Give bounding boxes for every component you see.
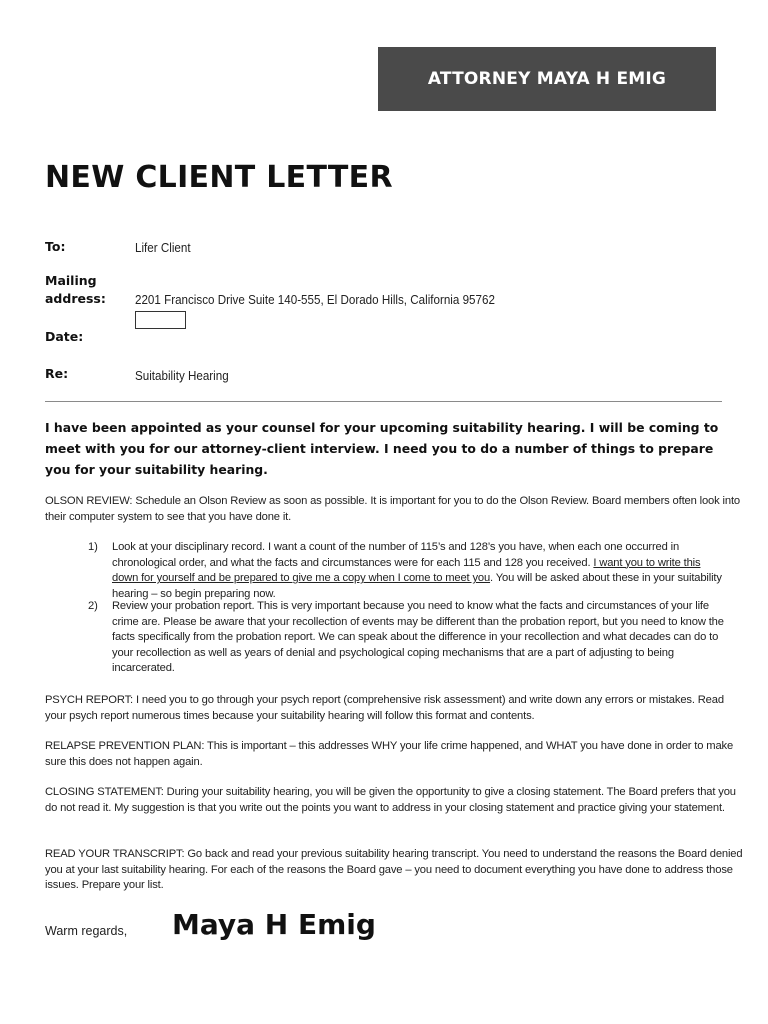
list-item-1-text-before: Look at your disciplinary record. I want a count of the number of 115’s and 128’s you have, when each one occurred in chronological order, and what the facts and circumstances were for each 115 and 128 you received. xyxy=(112,541,680,569)
list-item-1-number: 1) xyxy=(88,541,98,553)
re-value: Suitability Hearing xyxy=(135,369,229,383)
list-item-2-text: Review your probation report. This is very important because you need to know what the facts and circumstances of your life crime are. Please be aware that your recollection of events may be different than the probation report, but you need to know the facts specifically from the probation report. We can speak about the difference in your recollection and what decades can do to your recollection as well as years of denial and psychological coping mechanisms that are a part of adjusting to being incarcerated. xyxy=(112,600,724,675)
list-item-2 xyxy=(88,599,728,677)
attorney-header-banner xyxy=(378,47,716,111)
list-item-1-text-after: . You will be asked about these in your suitability hearing – so begin preparing now. xyxy=(112,572,722,600)
list-item-1 xyxy=(88,540,728,602)
read-transcript-paragraph: READ YOUR TRANSCRIPT: Go back and read your previous suitability hearing transcript. You need to understand the reasons the Board denied you at your last suitability hearing. For each of the reasons the Board gave – you need to document everything you have done to address those issues. Prepare your list. xyxy=(45,848,743,892)
date-label: Date: xyxy=(45,329,84,344)
list-item-1-text xyxy=(112,540,728,602)
attorney-name: ATTORNEY MAYA H EMIG xyxy=(427,69,667,89)
closing-salutation: Warm regards, xyxy=(45,924,128,938)
to-value: Lifer Client xyxy=(135,241,191,255)
signature: Maya H Emig xyxy=(172,908,376,941)
psych-report-paragraph: PSYCH REPORT: I need you to go through your psych report (comprehensive risk assessment) and write down any errors or mistakes. Read your psych report numerous times because your suitability hearing will follow this format and contents. xyxy=(45,694,724,722)
olson-review-paragraph: OLSON REVIEW: Schedule an Olson Review as soon as possible. It is important for you to do the Olson Review. Board members often look into their computer system to see that you have done it. xyxy=(45,495,740,523)
document-title: NEW CLIENT LETTER xyxy=(45,160,393,195)
re-label: Re: xyxy=(45,366,69,381)
list-item-1-underlined-text: I want you to write this down for yourself and be prepared to give me a copy when I come to meet you xyxy=(112,556,701,585)
to-label: To: xyxy=(45,239,66,254)
list-item-2-number: 2) xyxy=(88,600,98,612)
relapse-prevention-paragraph: RELAPSE PREVENTION PLAN: This is important – this addresses WHY your life crime happened, and WHAT you have done in order to make sure this does not happen again. xyxy=(45,740,734,768)
mailing-label-line2: address: xyxy=(45,291,106,306)
mailing-address-value: 2201 Francisco Drive Suite 140-555, El Dorado Hills, California 95762 xyxy=(135,293,495,307)
horizontal-divider xyxy=(45,401,722,402)
mailing-label-line1: Mailing xyxy=(45,273,97,288)
date-field-box xyxy=(135,311,186,329)
intro-paragraph: I have been appointed as your counsel for your upcoming suitability hearing. I will be coming to meet with you for our attorney-client interview. I need you to do a number of things to prepare you for your suitability hearing. xyxy=(45,420,719,477)
closing-statement-paragraph: CLOSING STATEMENT: During your suitability hearing, you will be given the opportunity to give a closing statement. The Board prefers that you do not read it. My suggestion is that you write out the points you want to address in your closing statement and practice giving your statement. xyxy=(45,786,736,814)
